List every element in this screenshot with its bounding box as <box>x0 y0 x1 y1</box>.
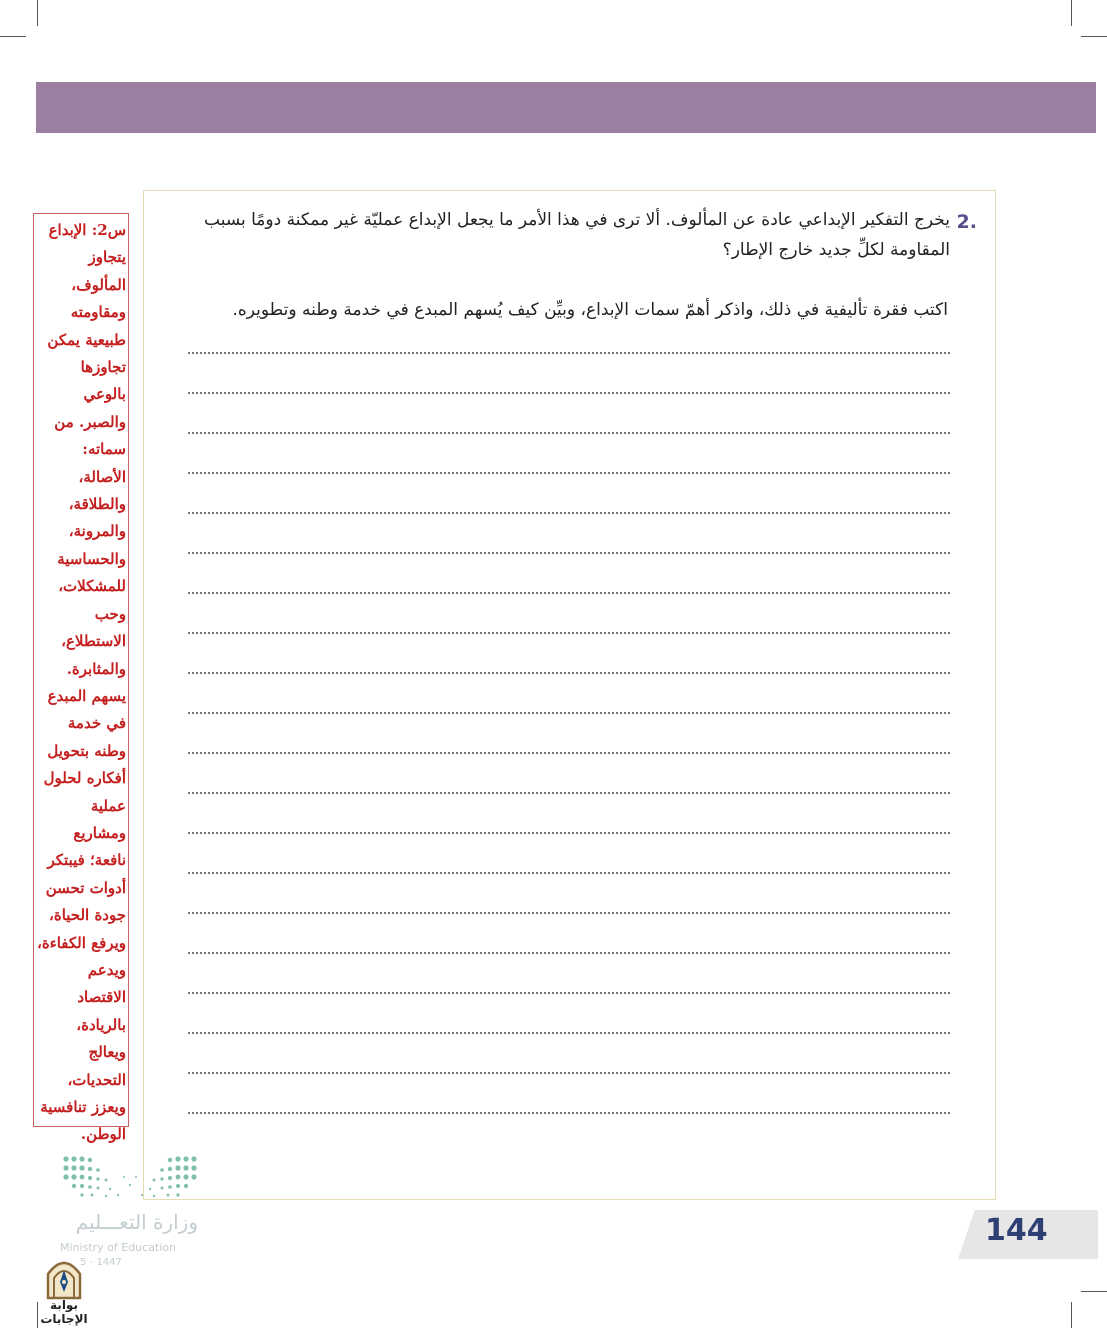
crop-mark <box>1081 36 1107 37</box>
ministry-name-english: Ministry of Education <box>60 1241 177 1254</box>
question-instruction: اكتب فقرة تأليفية في ذلك، واذكر أهمّ سمات الإبداع، وبيِّن كيف يُسهم المبدع في خدمة وطنه وتطويره. <box>232 300 948 320</box>
crop-mark <box>1081 1291 1107 1292</box>
question-box <box>143 190 996 1200</box>
answer-line <box>188 832 950 834</box>
site-name: بوابة الإجابات <box>40 1298 88 1326</box>
ministry-name-arabic: وزارة التعـــليم <box>75 1210 198 1234</box>
header-banner <box>36 82 1096 133</box>
answer-line <box>188 552 950 554</box>
crop-mark <box>0 36 26 37</box>
ministry-year: 5 - 1447 <box>80 1257 122 1268</box>
answer-line <box>188 952 950 954</box>
answer-line <box>188 992 950 994</box>
answer-line <box>188 592 950 594</box>
crop-mark <box>37 0 38 26</box>
crop-mark <box>1071 1302 1072 1328</box>
answer-line <box>188 672 950 674</box>
answer-text: الإبداع يتجاوز المألوف، ومقاومته طبيعية يمكن تجاوزها بالوعي والصبر. من سماته: الأصالة، والطلاقة، والمرونة، والحساسية للمشكلات، وحب الاستطلاع، والمثابرة. يسهم المبدع في خدمة وطنه بتحويل أفكاره لحلول عملية ومشاريع نافعة؛ فيبتكر أدوات تحسن جودة الحياة، ويرفع الكفاءة، ويدعم الاقتصاد بالريادة، ويعالج التحديات، ويعزز تنافسية الوطن. <box>36 221 126 1144</box>
answer-line <box>188 1072 950 1074</box>
answer-line <box>188 512 950 514</box>
answer-line <box>188 432 950 434</box>
page-number: 144 <box>985 1213 1048 1248</box>
crop-mark <box>1071 0 1072 26</box>
answer-line <box>188 752 950 754</box>
answer-box <box>33 213 129 1144</box>
answer-line <box>188 872 950 874</box>
question-text: يخرج التفكير الإبداعي عادة عن المألوف. ألا ترى في هذا الأمر ما يجعل الإبداع عمليّة غير ممكنة دومًا بسبب المقاومة لكلِّ جديد خارج الإطار؟ <box>204 210 950 260</box>
site-logo-icon <box>44 1256 84 1300</box>
answer-line <box>188 1112 950 1114</box>
answer-line <box>188 632 950 634</box>
question-number: 2. <box>956 211 977 233</box>
answer-line <box>188 712 950 714</box>
answer-line <box>188 1032 950 1034</box>
ministry-logo-icon <box>62 1155 198 1199</box>
answer-line <box>188 472 950 474</box>
answer-line <box>188 392 950 394</box>
answer-line <box>188 792 950 794</box>
answer-line <box>188 912 950 914</box>
answer-line <box>188 352 950 354</box>
answer-label: س2: <box>91 221 126 239</box>
